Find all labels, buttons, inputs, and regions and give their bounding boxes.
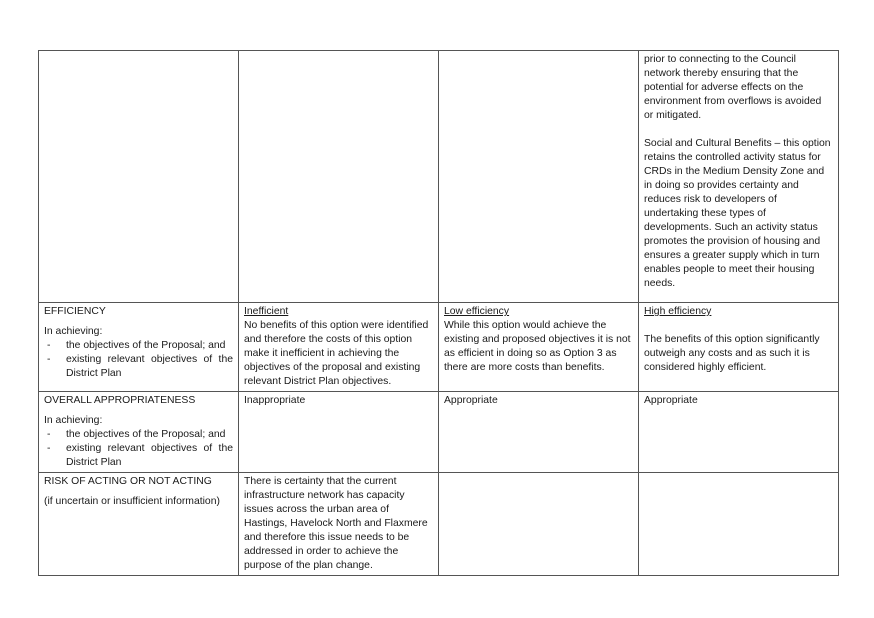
benefits-paragraph-2: Social and Cultural Benefits – this option retains the controlled activity status for CRDs in the Medium Density Zone and in doing so provides certainty and reduces risk to developers of undertaking these types of developments. Such an activity status promotes the provision of housing and ensures a greater supply which in turn enables people to meet their housing needs. bbox=[644, 138, 831, 289]
cell-empty bbox=[439, 51, 639, 303]
cell-option2-appropriateness: Appropriate bbox=[439, 392, 639, 473]
cell-option3-appropriateness: Appropriate bbox=[639, 392, 839, 473]
table-row-appropriateness bbox=[39, 392, 839, 473]
list-item: - the objectives of the Proposal; and bbox=[44, 428, 233, 442]
table-row-risk bbox=[39, 473, 839, 576]
cell-appropriateness-label bbox=[39, 392, 239, 473]
cell-option1-appropriateness: Inappropriate bbox=[239, 392, 439, 473]
cell-risk-label bbox=[39, 473, 239, 576]
in-achieving-label: In achieving: bbox=[44, 326, 103, 337]
cell-benefits-continued bbox=[639, 51, 839, 303]
row-heading: EFFICIENCY bbox=[44, 306, 106, 317]
criteria-list bbox=[44, 339, 233, 381]
row-heading: OVERALL APPROPRIATENESS bbox=[44, 395, 196, 406]
cell-option2-efficiency bbox=[439, 303, 639, 392]
rating-title: Inefficient bbox=[244, 306, 289, 317]
criteria-list bbox=[44, 428, 233, 470]
rating-text: The benefits of this option significantly outweigh any costs and as such it is considered highly efficient. bbox=[644, 334, 820, 373]
cell-efficiency-label bbox=[39, 303, 239, 392]
row-heading: RISK OF ACTING OR NOT ACTING bbox=[44, 476, 212, 487]
list-item: - existing relevant objectives of the District Plan bbox=[44, 442, 233, 470]
table-row-continued bbox=[39, 51, 839, 303]
in-achieving-label: In achieving: bbox=[44, 415, 103, 426]
cell-empty bbox=[639, 473, 839, 576]
cell-empty bbox=[439, 473, 639, 576]
cell-empty bbox=[239, 51, 439, 303]
cell-empty bbox=[39, 51, 239, 303]
table-row-efficiency bbox=[39, 303, 839, 392]
assessment-table bbox=[38, 50, 839, 576]
benefits-paragraph-1: prior to connecting to the Council network thereby ensuring that the potential for adverse effects on the environment from overflows is avoided or mitigated. bbox=[644, 54, 822, 121]
rating-title: Low efficiency bbox=[444, 306, 510, 317]
risk-subheading: (if uncertain or insufficient information) bbox=[44, 496, 220, 507]
list-item: - the objectives of the Proposal; and bbox=[44, 339, 233, 353]
list-item: - existing relevant objectives of the District Plan bbox=[44, 353, 233, 381]
cell-option3-efficiency bbox=[639, 303, 839, 392]
rating-title: High efficiency bbox=[644, 306, 712, 317]
cell-risk-text: There is certainty that the current infrastructure network has capacity issues across the urban area of Hastings, Havelock North and Flaxmere and therefore this issue needs to be addressed in order to achieve the purpose of the plan change. bbox=[239, 473, 439, 576]
rating-text: While this option would achieve the existing and proposed objectives it is not as efficient in doing so as Option 3 as there are more costs than benefits. bbox=[444, 320, 631, 373]
rating-text: No benefits of this option were identified and therefore the costs of this option make it inefficient in achieving the objectives of the proposal and existing relevant District Plan objectives. bbox=[244, 320, 429, 387]
cell-option1-efficiency bbox=[239, 303, 439, 392]
